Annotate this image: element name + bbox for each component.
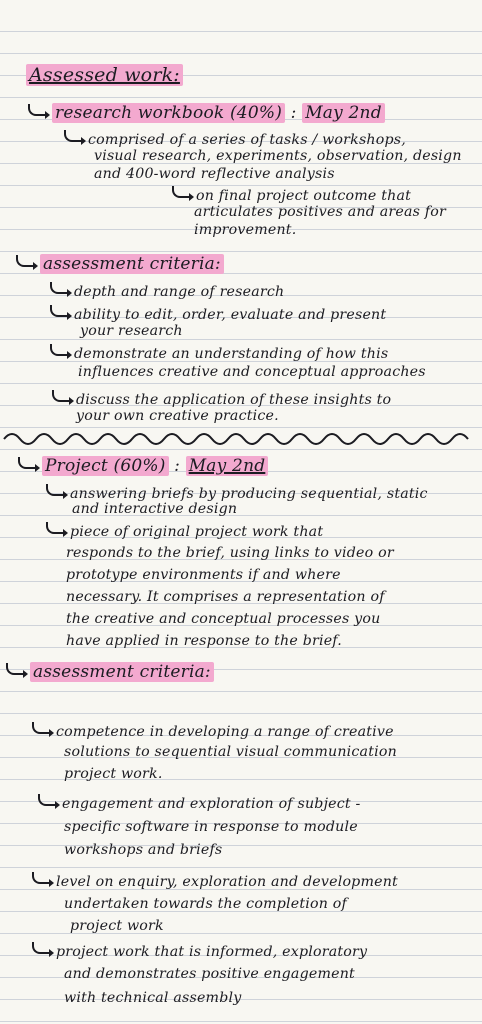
text-line: project work that is informed, exploratory: [56, 944, 368, 960]
criteria2-item-cont: project work: [70, 918, 164, 934]
arrow-icon: [52, 390, 72, 402]
project-item-cont: responds to the brief, using links to video or: [66, 545, 394, 561]
workbook-sub-line: [172, 186, 411, 204]
arrow-icon: [50, 305, 70, 317]
arrow-icon: [16, 255, 36, 267]
project-item-cont: have applied in response to the brief.: [66, 633, 342, 649]
arrow-icon: [46, 522, 66, 534]
arrow-icon: [64, 130, 84, 142]
text-line: on final project outcome that: [196, 188, 412, 204]
project-sep: :: [174, 456, 181, 476]
arrow-icon: [38, 794, 58, 806]
criteria2-item-cont: solutions to sequential visual communication: [64, 744, 397, 760]
text-line: discuss the application of these insights to: [76, 392, 392, 408]
criteria2-item: [32, 872, 398, 890]
criteria2-item-cont: and demonstrates positive engagement: [64, 966, 355, 982]
criteria1-item-cont: your own creative practice.: [76, 408, 279, 424]
text-line: comprised of a series of tasks / workshops,: [88, 132, 406, 148]
project-item-cont: necessary. It comprises a representation of: [66, 589, 385, 605]
text-line: competence in developing a range of creative: [56, 724, 394, 740]
arrow-icon: [50, 344, 70, 356]
arrow-icon: [32, 722, 52, 734]
project-label: Project (60%): [42, 456, 169, 476]
project-date: May 2nd: [186, 456, 269, 476]
workbook-desc-line: [64, 130, 406, 148]
workbook-sep: :: [290, 103, 297, 123]
criteria1-item: [50, 344, 388, 362]
text-line: demonstrate an understanding of how this: [74, 346, 389, 362]
project-item: [46, 484, 428, 502]
arrow-icon: [50, 282, 70, 294]
criteria1-heading: [16, 254, 224, 274]
arrow-icon: [28, 104, 48, 116]
heading-text: Assessed work:: [26, 64, 183, 86]
criteria1-item-cont: your research: [80, 323, 183, 339]
text-line: ability to edit, order, evaluate and present: [74, 307, 387, 323]
text-line: depth and range of research: [74, 284, 285, 300]
workbook-desc-line: and 400-word reflective analysis: [94, 166, 335, 182]
project-item-cont: the creative and conceptual processes you: [66, 611, 381, 627]
criteria2-item-cont: specific software in response to module: [64, 819, 358, 835]
criteria1-item: [50, 282, 284, 300]
workbook-sub-line: articulates positives and areas for: [194, 204, 446, 220]
criteria1-item: [52, 390, 391, 408]
criteria2-item-cont: project work.: [64, 766, 163, 782]
workbook-heading: [28, 103, 385, 123]
project-item: [46, 522, 323, 540]
text-line: level on enquiry, exploration and development: [56, 874, 398, 890]
project-heading: [18, 456, 268, 476]
criteria2-item-cont: undertaken towards the completion of: [64, 896, 347, 912]
arrow-icon: [172, 186, 192, 198]
criteria2-title: assessment criteria:: [30, 662, 214, 682]
arrow-icon: [32, 872, 52, 884]
arrow-icon: [32, 942, 52, 954]
criteria2-item: [32, 722, 394, 740]
workbook-sub-line: improvement.: [194, 222, 297, 238]
criteria2-item: [32, 942, 367, 960]
project-item-cont: and interactive design: [72, 501, 238, 517]
workbook-label: research workbook (40%): [52, 103, 285, 123]
arrow-icon: [6, 663, 26, 675]
heading: [26, 64, 183, 86]
criteria2-item-cont: workshops and briefs: [64, 842, 223, 858]
criteria1-item-cont: influences creative and conceptual approaches: [78, 364, 426, 380]
wavy-divider: [0, 428, 482, 450]
criteria2-item-cont: with technical assembly: [64, 990, 242, 1006]
text-line: engagement and exploration of subject -: [62, 796, 361, 812]
project-item-cont: prototype environments if and where: [66, 567, 341, 583]
text-line: piece of original project work that: [70, 524, 324, 540]
criteria2-heading: [6, 662, 214, 682]
workbook-desc-line: visual research, experiments, observation, design: [94, 148, 462, 164]
criteria1-title: assessment criteria:: [40, 254, 224, 274]
text-line: answering briefs by producing sequential, static: [70, 486, 428, 502]
criteria2-item: [38, 794, 361, 812]
criteria1-item: [50, 305, 386, 323]
workbook-date: May 2nd: [302, 103, 385, 123]
arrow-icon: [46, 484, 66, 496]
arrow-icon: [18, 457, 38, 469]
